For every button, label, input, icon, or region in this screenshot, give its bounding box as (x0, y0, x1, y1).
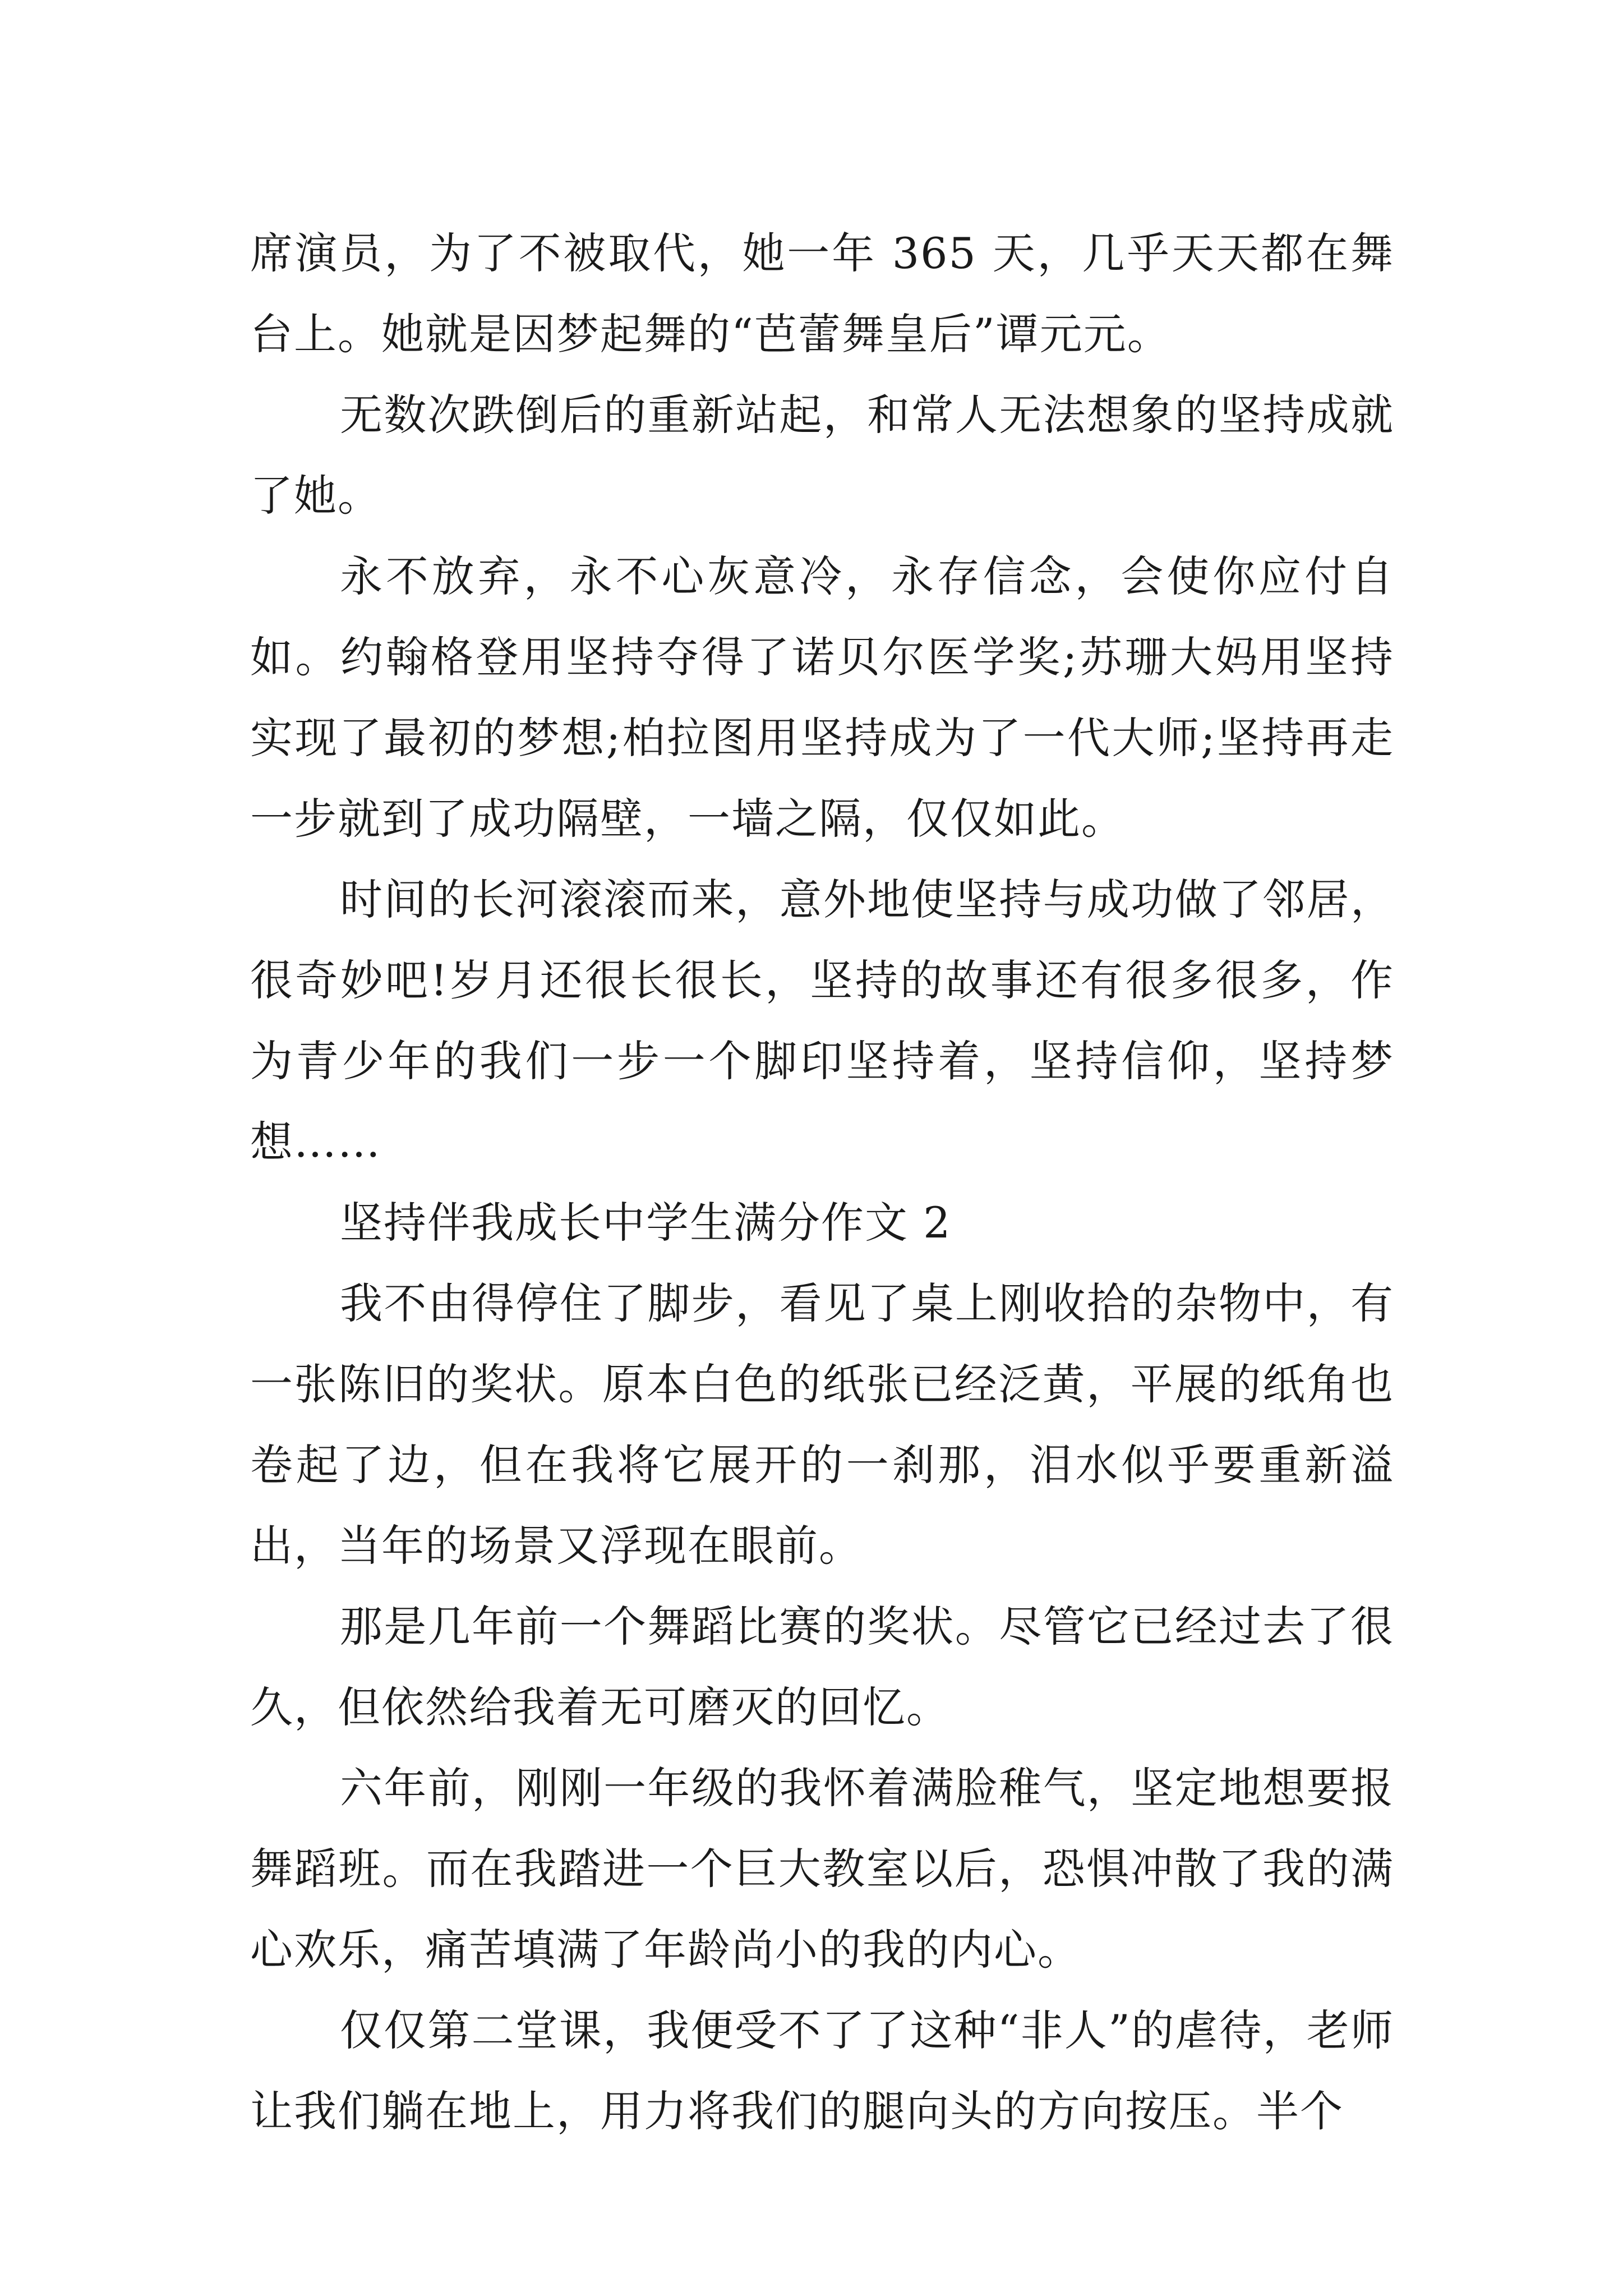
paragraph-1: 席演员，为了不被取代，她一年 365 天，几乎天天都在舞台上。她就是因梦起舞的“芭蕾舞皇后”谭元元。 (250, 228, 1394, 359)
document-body (250, 213, 1394, 2152)
paragraph-2: 无数次跌倒后的重新站起，和常人无法想象的坚持成就了她。 (250, 390, 1394, 521)
paragraph-4: 时间的长河滚滚而来，意外地使坚持与成功做了邻居，很奇妙吧!岁月还很长很长，坚持的故事还有很多很多，作为青少年的我们一步一个脚印坚持着，坚持信仰，坚持梦想…… (250, 875, 1394, 1167)
section-title: 坚持伴我成长中学生满分作文 2 (340, 1198, 952, 1248)
paragraph-8: 仅仅第二堂课，我便受不了了这种“非人”的虐待，老师让我们躺在地上，用力将我们的腿向头的方向按压。半个 (250, 2005, 1394, 2136)
paragraph-7: 六年前，刚刚一年级的我怀着满脸稚气，坚定地想要报舞蹈班。而在我踏进一个巨大教室以后，恐惧冲散了我的满心欢乐，痛苦填满了年龄尚小的我的内心。 (250, 1763, 1394, 1975)
paragraph-5: 我不由得停住了脚步，看见了桌上刚收拾的杂物中，有一张陈旧的奖状。原本白色的纸张已经泛黄，平展的纸角也卷起了边，但在我将它展开的一刹那，泪水似乎要重新溢出，当年的场景又浮现在眼前。 (250, 1278, 1394, 1571)
paragraph-6: 那是几年前一个舞蹈比赛的奖状。尽管它已经过去了很久，但依然给我着无可磨灭的回忆。 (250, 1602, 1394, 1732)
paragraph-3: 永不放弃，永不心灰意冷，永存信念，会使你应付自如。约翰格登用坚持夺得了诺贝尔医学奖;苏珊大妈用坚持实现了最初的梦想;柏拉图用坚持成为了一代大师;坚持再走一步就到了成功隔壁，一墙之隔，仅仅如此。 (250, 551, 1394, 844)
